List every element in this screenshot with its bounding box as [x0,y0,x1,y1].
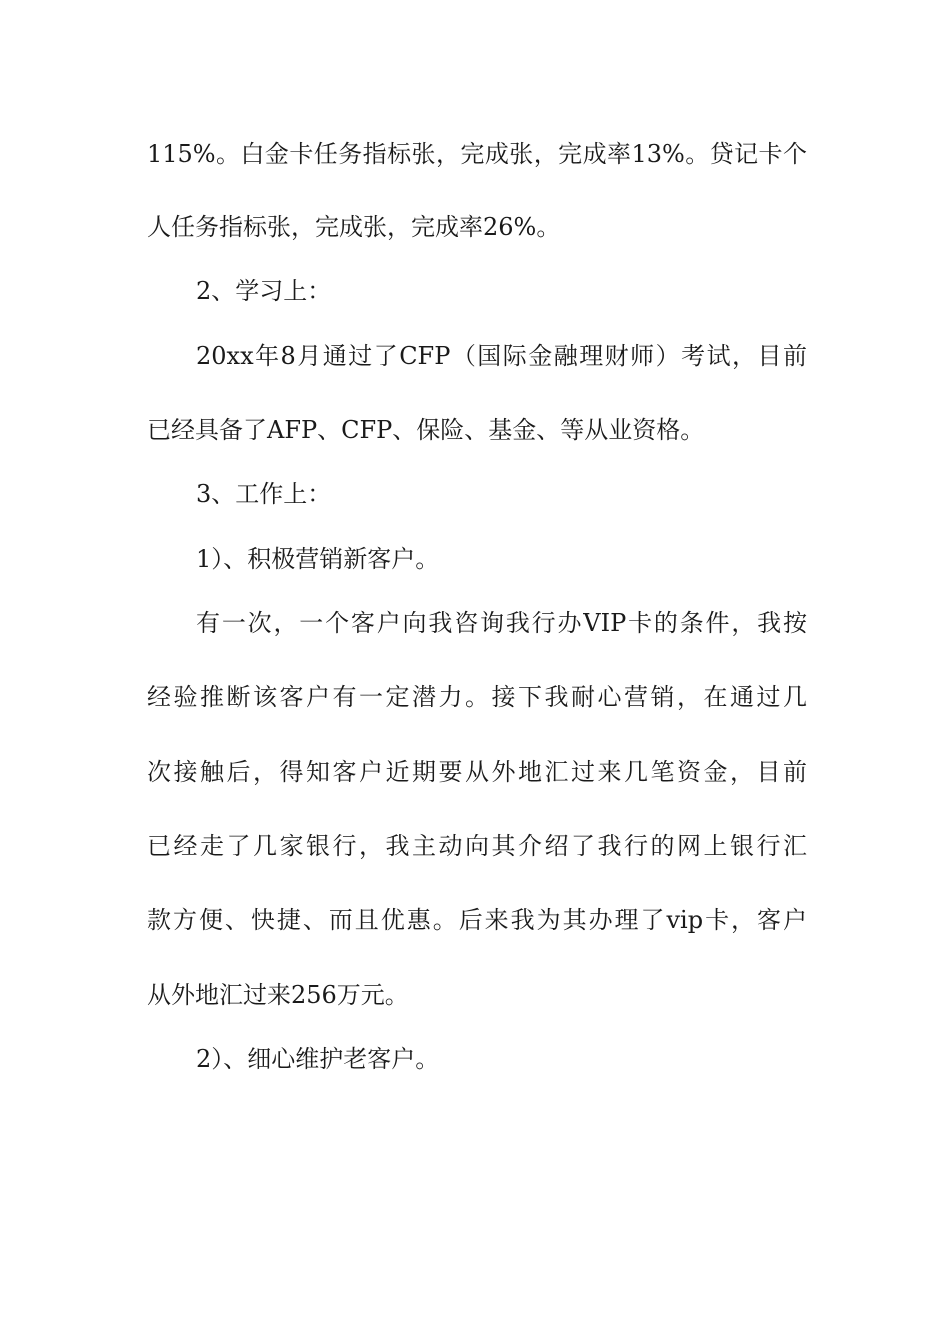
text-line-2: 人任务指标张，完成张，完成率26%。 [147,213,561,241]
section-heading-study: 2、学习上： [196,277,332,305]
text-line-1: 115%。白金卡任务指标张，完成张，完成率13%。贷记卡个 [147,140,807,168]
text-line-4: 20xx年8月通过了CFP（国际金融理财师）考试，目前 [196,342,807,370]
text-line-10: 次接触后，得知客户近期要从外地汇过来几笔资金，目前 [147,758,807,786]
text-line-5: 已经具备了AFP、CFP、保险、基金、等从业资格。 [147,416,705,444]
text-line-11: 已经走了几家银行，我主动向其介绍了我行的网上银行汇 [147,832,807,860]
subheading-new-customers: 1）、积极营销新客户。 [196,545,440,573]
text-line-8: 有一次，一个客户向我咨询我行办VIP卡的条件，我按 [196,609,807,637]
text-line-13: 从外地汇过来256万元。 [147,981,409,1009]
text-line-12: 款方便、快捷、而且优惠。后来我为其办理了vip卡，客户 [147,906,807,934]
subheading-old-customers: 2）、细心维护老客户。 [196,1045,440,1073]
section-heading-work: 3、工作上： [196,480,332,508]
text-line-9: 经验推断该客户有一定潜力。接下我耐心营销，在通过几 [147,683,807,711]
